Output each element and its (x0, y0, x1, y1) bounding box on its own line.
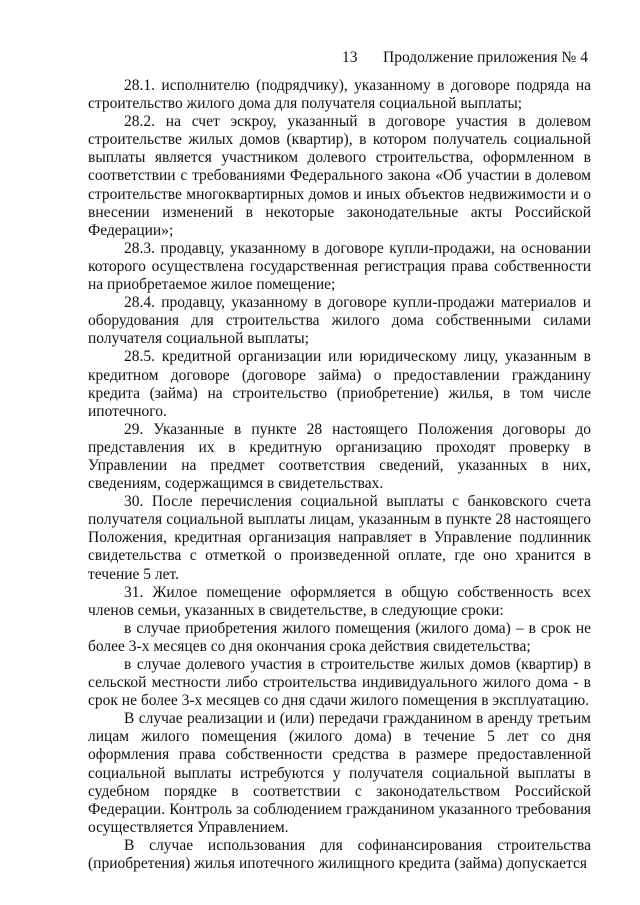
paragraph-31-term-purchase: в случае приобретения жилого помещения (жилого дома) – в срок не более 3-х месяцев со дня окончания срока действия свидетельства; (88, 619, 591, 655)
paragraph-29: 29. Указанные в пункте 28 настоящего Положения договоры до представления их в кредитную организацию проходят проверку в Управлении на предмет соответствия сведений, указанных в них, сведениям, содержащимся в свидетельствах. (88, 420, 591, 493)
paragraph-resale-rule: В случае реализации и (или) передачи гражданином в аренду третьим лицам жилого помещения (жилого дома) в течение 5 лет со дня оформления права собственности средства в размере предоставленной социальной выплаты истребуются у получателя социальной выплаты в судебном порядке в соответствии с законодательством Российской Федерации. Контроль за соблюдением гражданином указанного требования осуществляется Управлением. (88, 710, 591, 836)
paragraph-28-1: 28.1. исполнителю (подрядчику), указанному в договоре подряда на строительство жилого дома для получателя социальной выплаты; (88, 77, 591, 113)
paragraph-28-4: 28.4. продавцу, указанному в договоре купли-продажи материалов и оборудования для строительства жилого дома собственными силами получателя социальной выплаты; (88, 294, 591, 348)
paragraph-30: 30. После перечисления социальной выплаты с банковского счета получателя социальной выплаты лицам, указанным в пункте 28 настоящего Положения, кредитная организация направляет в Управление подлинник свидетельства с отметкой о произведенной оплате, где оно хранится в течение 5 лет. (88, 493, 591, 583)
paragraph-28-5: 28.5. кредитной организации или юридическому лицу, указанным в кредитном договоре (договоре займа) о предоставлении гражданину кредита (займа) на строительство (приобретение) жилья, в том числе ипотечного. (88, 348, 591, 420)
page-number: 13 (342, 49, 358, 66)
page-header (0, 49, 640, 69)
paragraph-31: 31. Жилое помещение оформляется в общую собственность всех членов семьи, указанных в свидетельстве, в следующие сроки: (88, 583, 591, 619)
paragraph-mortgage-cofinancing: В случае использования для софинансирования строительства (приобретения) жилья ипотечного жилищного кредита (займа) допускается (88, 836, 591, 873)
paragraph-31-term-construction: в случае долевого участия в строительстве жилых домов (квартир) в сельской местности либо строительства индивидуального жилого дома - в срок не более 3-х месяцев со дня сдачи жилого помещения в эксплуатацию. (88, 656, 591, 710)
appendix-continuation-title: Продолжение приложения № 4 (383, 49, 588, 66)
paragraph-28-2: 28.2. на счет эскроу, указанный в договоре участия в долевом строительстве жилых домов (квартир), в котором получатель социальной выплаты является участником долевого строительства, оформленном в соответствии с требованиями Федерального закона «Об участии в долевом строительстве многоквартирных домов и иных объектов недвижимости и о внесении изменений в некоторые законодательные акты Российской Федерации»; (88, 113, 591, 239)
document-body (88, 77, 591, 873)
paragraph-28-3: 28.3. продавцу, указанному в договоре купли-продажи, на основании которого осуществлена государственная регистрация права собственности на приобретаемое жилое помещение; (88, 239, 591, 294)
